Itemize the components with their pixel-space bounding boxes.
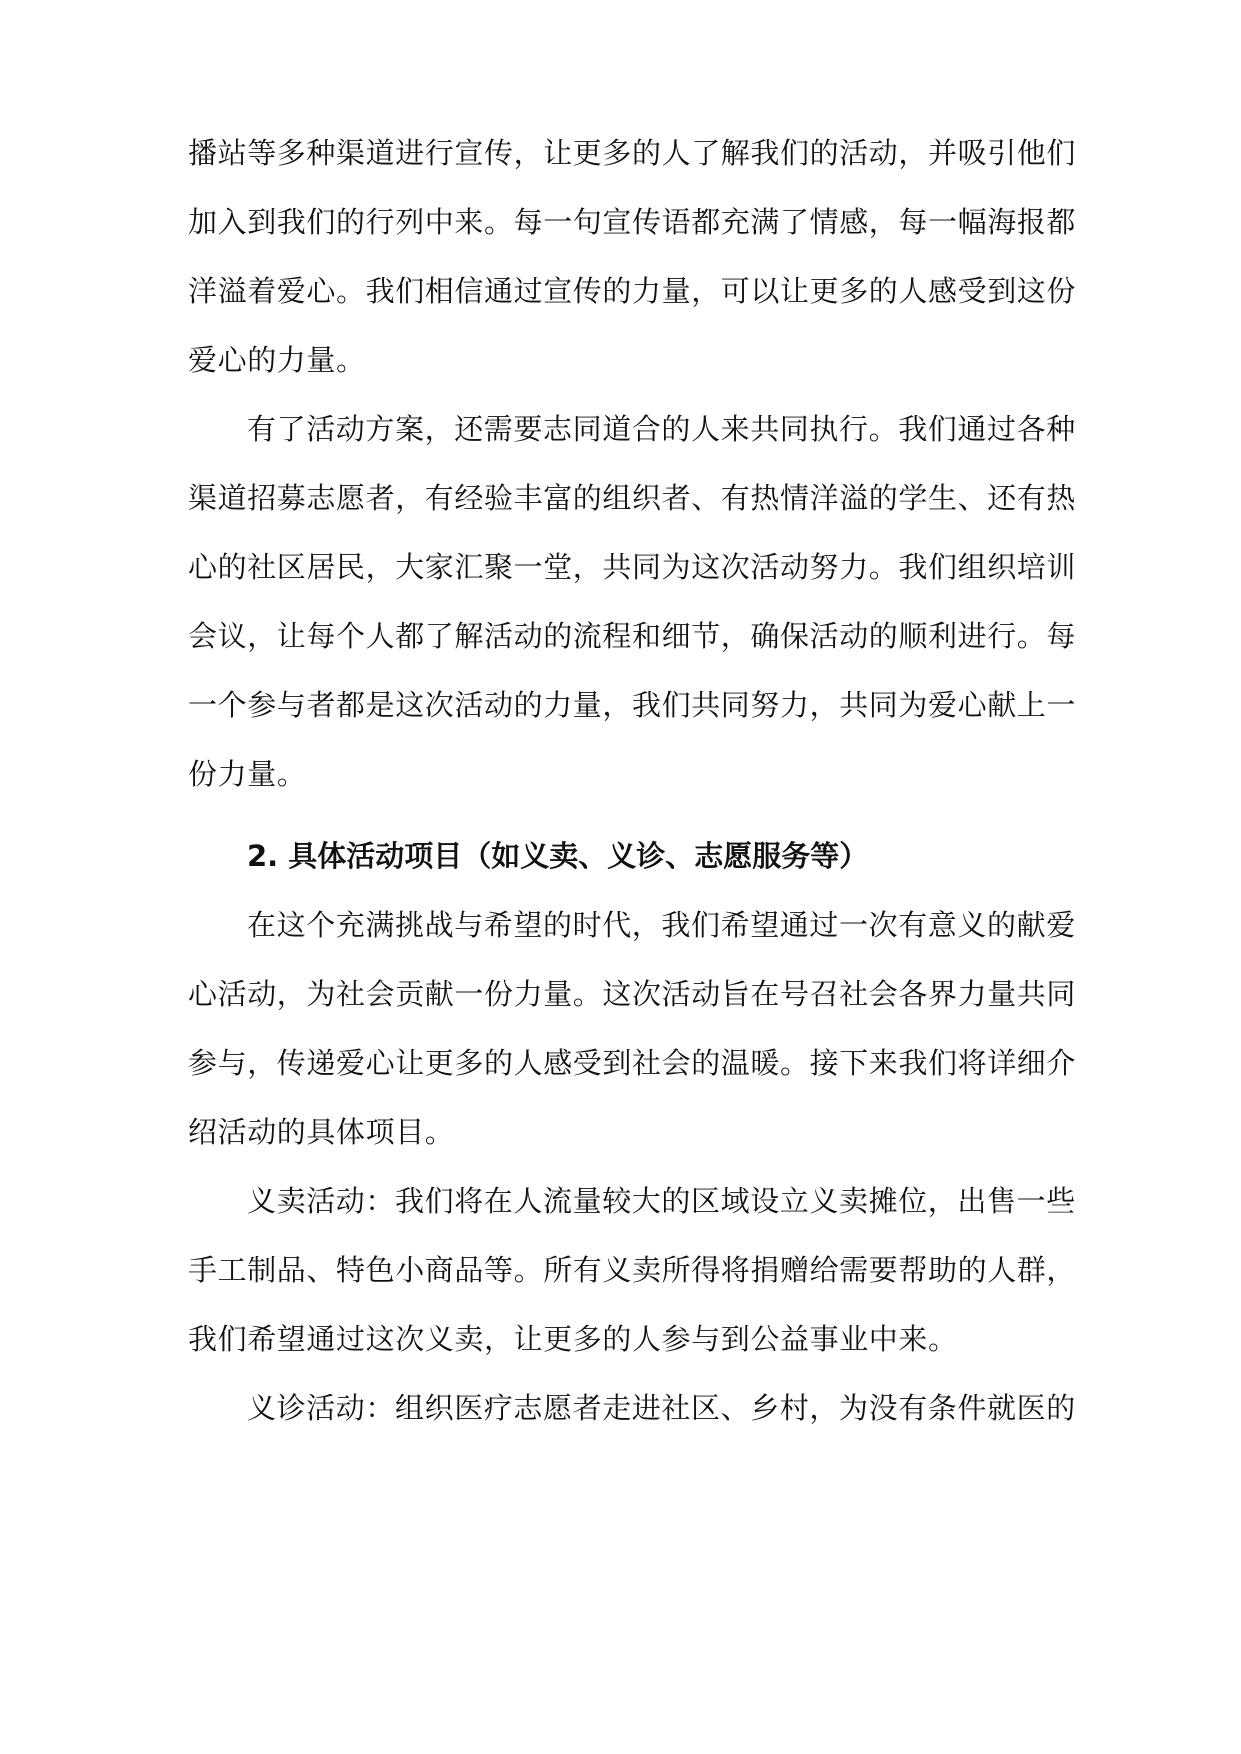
text-line: 心的社区居民，大家汇聚一堂，共同为这次活动努力。我们组织培训 (188, 550, 1077, 584)
text-line: 义诊活动：组织医疗志愿者走进社区、乡村，为没有条件就医的 (247, 1391, 1076, 1425)
text-line: 义卖活动：我们将在人流量较大的区域设立义卖摊位，出售一些 (247, 1184, 1076, 1218)
text-line: 爱心的力量。 (188, 343, 366, 377)
text-line: 加入到我们的行列中来。每一句宣传语都充满了情感，每一幅海报都 (188, 205, 1077, 239)
text-line: 洋溢着爱心。我们相信通过宣传的力量，可以让更多的人感受到这份 (188, 274, 1077, 308)
text-line: 在这个充满挑战与希望的时代，我们希望通过一次有意义的献爱 (247, 908, 1076, 942)
text-line: 参与，传递爱心让更多的人感受到社会的温暖。接下来我们将详细介 (188, 1046, 1077, 1080)
section-heading: 2. 具体活动项目（如义卖、义诊、志愿服务等） (247, 839, 869, 873)
text-line: 一个参与者都是这次活动的力量，我们共同努力，共同为爱心献上一 (188, 688, 1077, 722)
text-line: 心活动，为社会贡献一份力量。这次活动旨在号召社会各界力量共同 (188, 977, 1077, 1011)
text-line: 渠道招募志愿者，有经验丰富的组织者、有热情洋溢的学生、还有热 (188, 481, 1077, 515)
text-line: 有了活动方案，还需要志同道合的人来共同执行。我们通过各种 (247, 412, 1076, 446)
text-line: 绍活动的具体项目。 (188, 1115, 455, 1149)
text-line: 我们希望通过这次义卖，让更多的人参与到公益事业中来。 (188, 1322, 958, 1356)
text-line: 份力量。 (188, 757, 307, 791)
text-line: 会议，让每个人都了解活动的流程和细节，确保活动的顺利进行。每 (188, 619, 1077, 653)
text-line: 手工制品、特色小商品等。所有义卖所得将捐赠给需要帮助的人群， (188, 1253, 1077, 1287)
text-line: 播站等多种渠道进行宣传，让更多的人了解我们的活动，并吸引他们 (188, 136, 1077, 170)
